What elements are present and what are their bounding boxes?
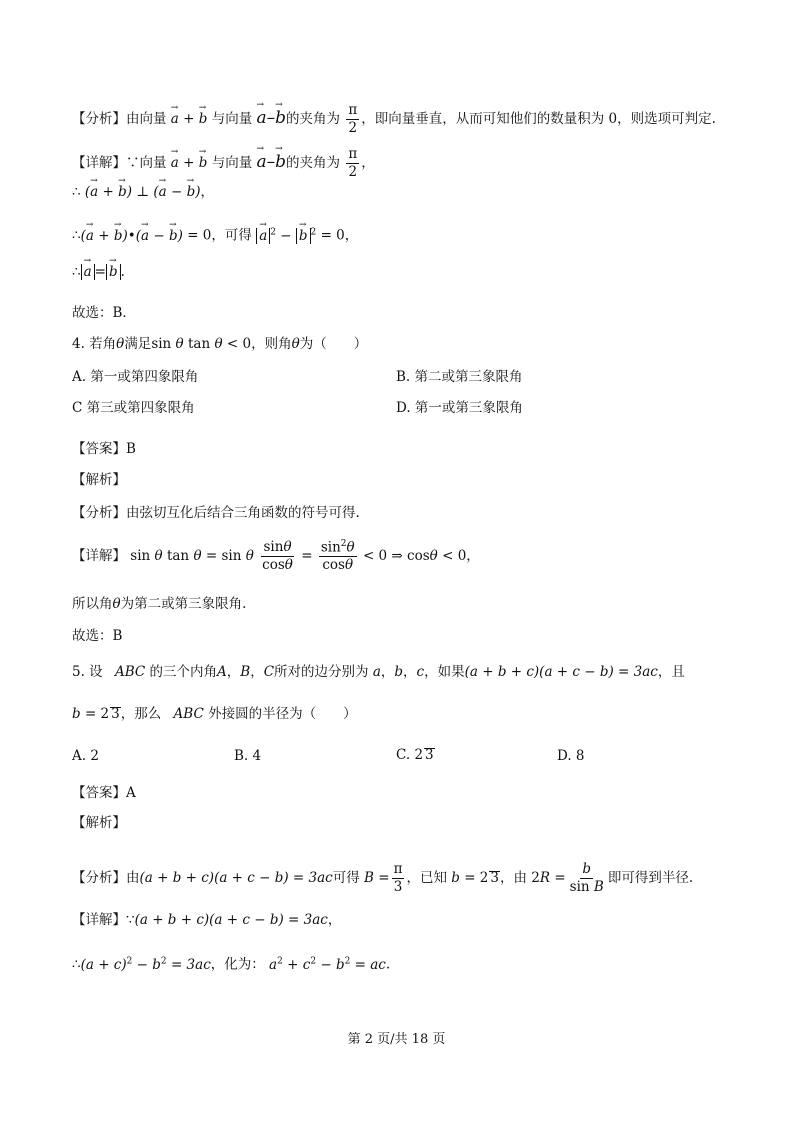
q5-analysis-heading: 【解析】 xyxy=(72,815,126,831)
q4-stem xyxy=(72,338,367,352)
q4-conclusion xyxy=(72,598,246,612)
q5-step: ∴(a + $c)^2 - b^2 = 3ac$，化为： $a^2 + c^2 - b^2$ = ac. xyxy=(72,956,391,973)
math-b-value: b xyxy=(451,869,460,886)
q4-option-c: C 第三或第四象限角 xyxy=(72,400,195,416)
math-expression: (→ a − → b) xyxy=(153,184,200,200)
q3-step1 xyxy=(72,186,214,200)
therefore-symbol: ∴ xyxy=(72,184,81,200)
q4-option-a: A. 第一或第四象限角 xyxy=(72,369,199,385)
q4-option-d: D. 第一或第三象限角 xyxy=(396,400,523,416)
q5-option-d: D. 8 xyxy=(557,748,585,764)
math-circumradius: 2R = xyxy=(531,869,566,886)
text: 所对的边分别为 xyxy=(274,664,369,680)
math-a-plus-b: → a + → b xyxy=(171,111,208,127)
q5-option-b: B. 4 xyxy=(234,748,262,764)
math-condition: sin θ tan θ < 0 xyxy=(151,336,252,352)
q5-stem-line2: b = 2 3，那么 ABC 外接圆的半径为（ ） xyxy=(72,706,357,722)
q5-analysis: 【分析】由(a + b + c)(a + c − b) = 3ac可得 B = $\frac{\pi}{3}$ ，已知 b = 2 3，由 2R = $\frac{b}{\text{sin B}}$ 即可得到半径. xyxy=(72,861,694,895)
q3-choice: 故选：B． xyxy=(72,305,136,321)
text: ，且 xyxy=(657,664,685,680)
therefore-symbol: ∴ xyxy=(72,264,81,280)
math-expression: (→ a + → b) xyxy=(85,184,136,200)
text: 的夹角为 xyxy=(286,110,341,127)
q3-analysis-line xyxy=(72,103,716,136)
text: = xyxy=(94,264,106,280)
q4-option-b: B. 第二或第三象限角 xyxy=(396,369,523,385)
q4-choice: 故选：B xyxy=(72,628,123,644)
math-angle-b: B xyxy=(364,869,374,886)
text: ， xyxy=(200,184,215,200)
math-condition: (a + b + c)(a + c − b) = 3ac xyxy=(139,869,333,886)
text: . xyxy=(120,264,125,280)
text: 为（ ） xyxy=(299,336,368,352)
math-condition: (a + b + c)(a + c − b) = 3ac xyxy=(464,664,658,680)
text: 即可得到半径. xyxy=(607,869,694,886)
text: ，由 xyxy=(500,869,527,886)
q3-detail-line xyxy=(72,147,375,180)
text: 向量 xyxy=(139,154,167,171)
math-expression: $(a + c)^2 - b^2 = 3ac$ xyxy=(80,956,211,973)
angles: A xyxy=(217,664,227,680)
math-a-plus-b: → a + → b xyxy=(171,155,208,171)
text: ，可得 xyxy=(211,227,252,244)
text: 与向量 xyxy=(211,110,253,127)
math-condition: (a + b + c)(a + c − b) = 3ac xyxy=(134,912,328,928)
math-simplified: $a^2 + c^2 - b^2$ = ac xyxy=(269,956,386,973)
math-norm-difference: → a $^2$ − → b $^2$ xyxy=(256,228,320,244)
q5-detail: 【详解】∵(a + b + c)(a + c − b) = 3ac， xyxy=(72,912,342,928)
q4-answer: 【答案】B xyxy=(72,441,136,457)
text: 外接圆的半径为（ ） xyxy=(208,706,357,722)
fraction-b-over-sinb: $\frac{b}{\text{sin B}}$ xyxy=(569,861,604,895)
text: ，即向量垂直，从而可知他们的数量积为 0，则选项可判定. xyxy=(361,110,716,127)
detail-tag: 【详解】 xyxy=(72,154,126,171)
text: = 0， xyxy=(320,227,359,244)
text: ，如果 xyxy=(424,664,465,680)
q4-detail xyxy=(72,540,480,573)
fraction-pi-over-2: $\frac{\pi}{2}$ xyxy=(348,146,358,180)
q5-answer: 【答案】A xyxy=(72,785,136,801)
math-a-minus-b: → a–→ b xyxy=(257,108,287,128)
detail-tag: 【详解】 xyxy=(72,912,126,928)
text: 4. 若角 xyxy=(72,336,117,352)
math-norm-equal: → a xyxy=(81,264,95,280)
page-footer: 第 2 页/共 18 页 xyxy=(347,1032,446,1047)
q5-option-a: A. 2 xyxy=(72,748,99,764)
text: ，化为： xyxy=(210,956,265,973)
fraction-pi-over-3: $\frac{\pi}{3}$ xyxy=(393,861,403,895)
text: ，那么 xyxy=(120,706,162,722)
text: 满足 xyxy=(124,336,152,352)
fraction-pi-over-2: $\frac{\pi}{2}$ xyxy=(348,102,358,136)
text: 可得 xyxy=(332,869,360,886)
text: ，则角 xyxy=(251,336,292,352)
detail-tag: 【详解】 xyxy=(72,548,126,565)
theta-symbol: θ xyxy=(116,336,125,352)
text: 由向量 xyxy=(126,110,167,127)
perp-symbol: ⊥ xyxy=(136,184,150,200)
analysis-tag: 【分析】 xyxy=(72,110,126,127)
q5-stem-line1: 5. 设 ABC 的三个内角A，B，C所对的边分别为 a，b，c，如果(a + b + c)(a + c − b) = 3ac，且 xyxy=(72,664,685,680)
sides: a xyxy=(372,664,381,680)
text: 5. 设 xyxy=(72,664,103,680)
text: 为第二或第三象限角. xyxy=(120,596,247,612)
therefore-symbol: ∴ xyxy=(72,227,81,244)
q4-analysis: 【分析】由弦切互化后结合三角函数的符号可得. xyxy=(72,505,360,521)
text: ， xyxy=(361,154,375,171)
theta-symbol: θ xyxy=(112,596,121,612)
math-b-value: b xyxy=(72,706,81,722)
text: C. xyxy=(396,747,415,763)
text: 与向量 xyxy=(211,154,253,171)
q5-option-c: C. 2 3 xyxy=(396,747,434,763)
analysis-tag: 【分析】 xyxy=(72,869,126,886)
triangle-abc: ABC xyxy=(114,664,146,680)
therefore-symbol: ∴ xyxy=(72,956,81,973)
q4-analysis-heading: 【解析】 xyxy=(72,472,126,488)
math-dot-product: (→ a + → b)•(→ a − → b) xyxy=(81,228,188,244)
text: 由 xyxy=(126,869,140,886)
q3-step3 xyxy=(72,266,125,280)
because-symbol: ∵ xyxy=(126,912,135,928)
text: 所以角 xyxy=(72,596,113,612)
text: 的三个内角 xyxy=(149,664,218,680)
math-derivation: sin θ tan θ = sin θ $\frac{\sin\theta}{\cos\theta}$ = $\frac{\sin^2\theta}{\cos\theta}$ < 0 ⇒ cosθ < 0， xyxy=(130,539,480,574)
text: = 0 xyxy=(187,227,212,244)
theta-symbol: θ xyxy=(291,336,300,352)
triangle-abc: ABC xyxy=(173,706,204,722)
math-a-minus-b: → a–→ b xyxy=(257,152,287,172)
q3-step2 xyxy=(72,228,358,243)
because-symbol: ∵ xyxy=(126,154,140,171)
text: 的夹角为 xyxy=(286,154,341,171)
math-norm: → b xyxy=(106,264,121,280)
text: ，已知 xyxy=(406,869,447,886)
